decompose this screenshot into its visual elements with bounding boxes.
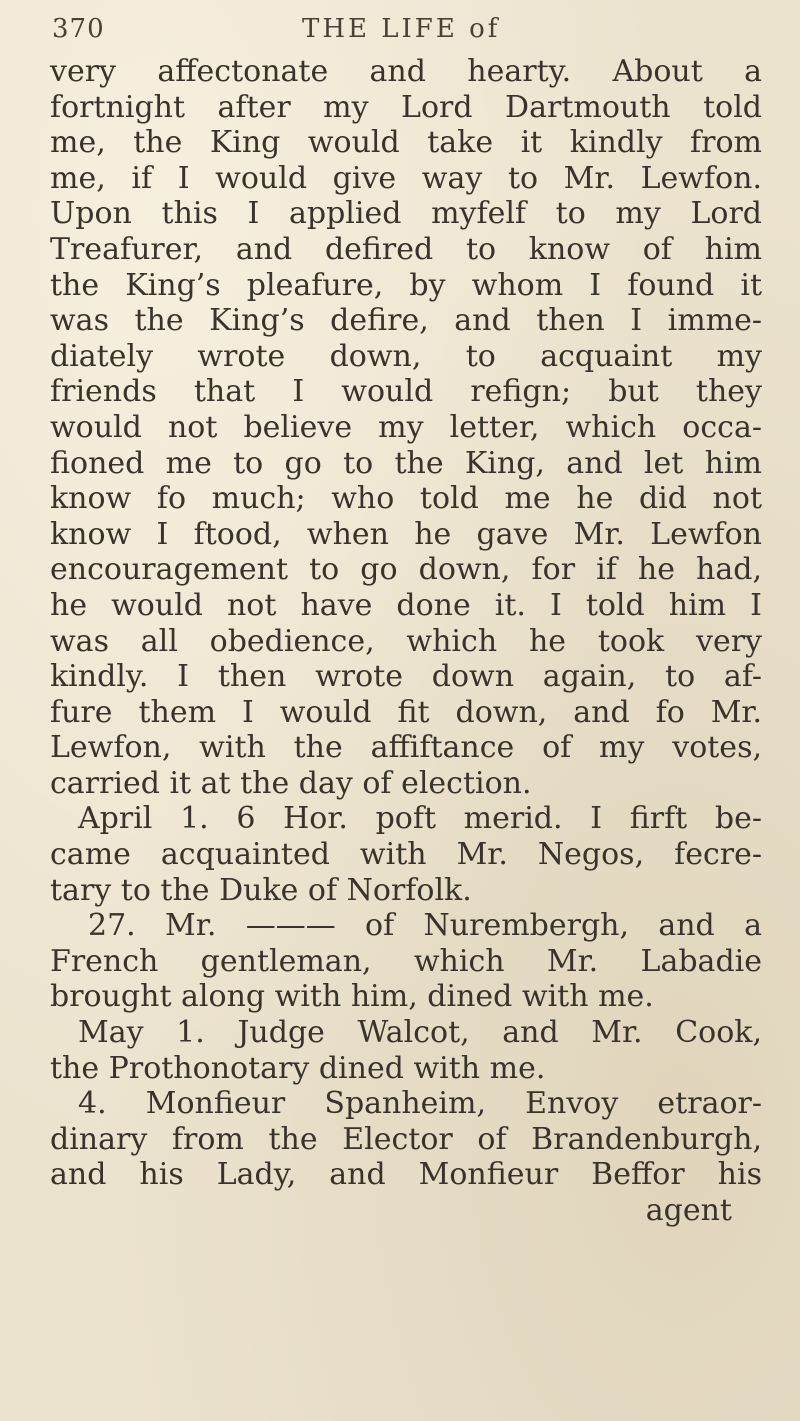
text-line: brought along with him, dined with me. <box>50 979 654 1015</box>
text-line: fioned me to go to the King, and let him <box>50 445 762 481</box>
text-line: was the King’s defire, and then I imme- <box>50 303 762 339</box>
text-line: 4. Monfieur Spanheim, Envoy etraor- <box>78 1086 762 1122</box>
text-line: was all obedience, which he took very <box>50 623 762 659</box>
text-line: me, the King would take it kindly from <box>50 125 762 161</box>
text-line: know fo much; who told me he did not <box>50 481 762 517</box>
text-line: May 1. Judge Walcot, and Mr. Cook, <box>78 1015 762 1051</box>
text-line: April 1. 6 Hor. poft merid. I firft be- <box>78 801 762 837</box>
text-line: carried it at the day of election. <box>50 765 532 801</box>
catchword: agent <box>645 1193 732 1228</box>
text-line: Lewfon, with the affiftance of my votes, <box>50 730 762 766</box>
text-line: friends that I would refign; but they <box>50 374 762 410</box>
text-line: very affectonate and hearty. About a <box>50 54 762 89</box>
text-line: me, if I would give way to Mr. Lewfon. <box>50 160 762 196</box>
text-line: fure them I would fit down, and fo Mr. <box>50 694 762 730</box>
text-line: came acquainted with Mr. Negos, fecre- <box>50 837 762 873</box>
text-line: encouragement to go down, for if he had, <box>50 552 762 588</box>
text-line: fortnight after my Lord Dartmouth told <box>50 89 762 125</box>
text-line: the King’s pleafure, by whom I found it <box>50 267 762 303</box>
text-line: and his Lady, and Monfieur Beffor his <box>50 1157 762 1193</box>
text-line: Treafurer, and defired to know of him <box>50 231 762 267</box>
body-text <box>50 54 762 1229</box>
text-line: dinary from the Elector of Brandenburgh, <box>50 1121 762 1157</box>
text-line: Upon this I applied myfelf to my Lord <box>50 196 762 232</box>
text-line: kindly. I then wrote down again, to af- <box>50 659 762 695</box>
text-line: French gentleman, which Mr. Labadie <box>50 943 762 979</box>
text-line: diately wrote down, to acquaint my <box>50 338 762 374</box>
text-line: would not believe my letter, which occa- <box>50 409 762 445</box>
page-number: 370 <box>52 14 105 44</box>
text-line: 27. Mr. ——— of Nurembergh, and a <box>88 908 762 944</box>
running-title: THE LIFE of <box>302 14 501 44</box>
text-line: the Prothonotary dined with me. <box>50 1050 546 1086</box>
text-line: know I ftood, when he gave Mr. Lewfon <box>50 516 762 552</box>
text-line: he would not have done it. I told him I <box>50 587 762 623</box>
text-line: tary to the Duke of Norfolk. <box>50 872 472 908</box>
page-header <box>52 8 752 52</box>
